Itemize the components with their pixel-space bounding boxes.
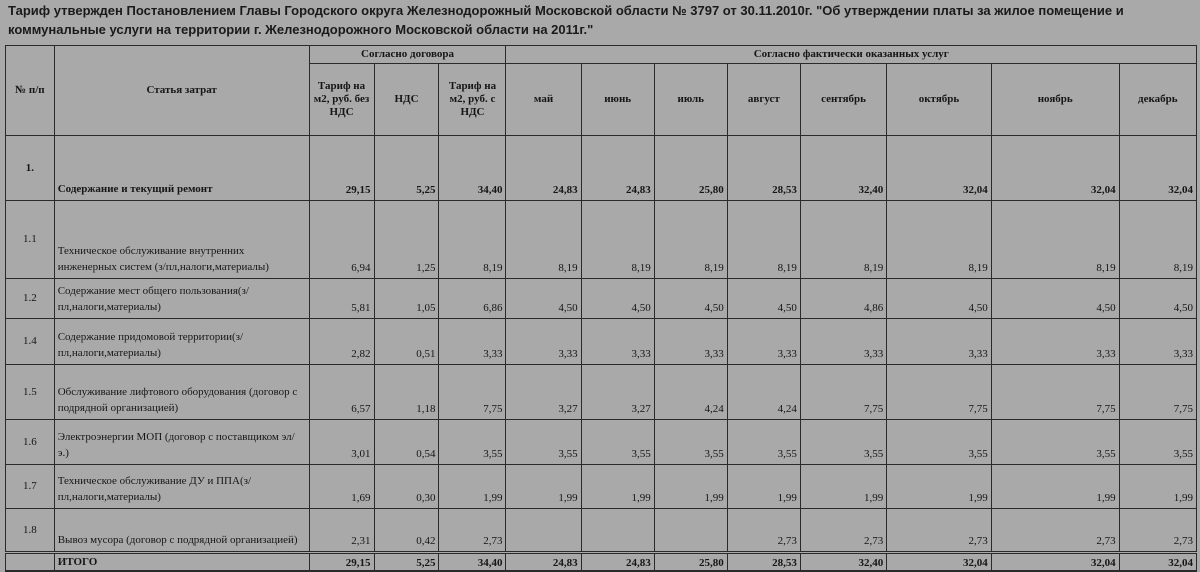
group-header-actual: Согласно фактически оказанных услуг [506, 46, 1197, 64]
row-number: 1.1 [6, 201, 55, 279]
cell-value: 24,83 [581, 136, 654, 201]
cell-value: 3,27 [506, 365, 581, 420]
cell-value: 3,33 [439, 319, 506, 365]
cell-value [654, 509, 727, 553]
cell-value: 0,42 [374, 509, 439, 553]
row-item: Содержание придомовой территории(з/пл,налоги,материалы) [54, 319, 309, 365]
cell-value: 8,19 [887, 201, 992, 279]
row-item: Техническое обслуживание внутренних инженерных систем (з/пл,налоги,материалы) [54, 201, 309, 279]
cell-value: 2,73 [439, 509, 506, 553]
total-value: 32,04 [1119, 553, 1196, 572]
total-value: 25,80 [654, 553, 727, 572]
row-number: 1.2 [6, 279, 55, 319]
table-row [6, 136, 1197, 201]
row-item: Техническое обслуживание ДУ и ППА(з/пл,налоги,материалы) [54, 465, 309, 509]
cell-value: 24,83 [506, 136, 581, 201]
cell-value: 0,54 [374, 420, 439, 465]
total-num-cell [6, 553, 55, 572]
cell-value: 3,55 [991, 420, 1119, 465]
cell-value: 4,86 [800, 279, 886, 319]
cell-value: 3,33 [727, 319, 800, 365]
cell-value: 2,73 [727, 509, 800, 553]
cell-value: 8,19 [800, 201, 886, 279]
cell-value: 3,01 [309, 420, 374, 465]
cell-value: 25,80 [654, 136, 727, 201]
cell-value: 0,51 [374, 319, 439, 365]
cell-value: 7,75 [991, 365, 1119, 420]
total-value: 29,15 [309, 553, 374, 572]
cell-value: 4,50 [581, 279, 654, 319]
total-value: 32,04 [887, 553, 992, 572]
table-row [6, 319, 1197, 365]
row-number: 1.7 [6, 465, 55, 509]
table-row [6, 279, 1197, 319]
cell-value: 3,55 [800, 420, 886, 465]
cell-value: 8,19 [654, 201, 727, 279]
cell-value: 8,19 [506, 201, 581, 279]
table-header-row [6, 46, 1197, 64]
cell-value: 4,50 [727, 279, 800, 319]
col-header-month: июнь [581, 64, 654, 136]
col-header-month: ноябрь [991, 64, 1119, 136]
cell-value: 2,31 [309, 509, 374, 553]
cell-value: 3,33 [506, 319, 581, 365]
row-item: Вывоз мусора (договор с подрядной организацией) [54, 509, 309, 553]
cell-value: 3,33 [887, 319, 992, 365]
cell-value: 2,73 [991, 509, 1119, 553]
cell-value: 32,40 [800, 136, 886, 201]
cell-value: 3,55 [887, 420, 992, 465]
row-number: 1.5 [6, 365, 55, 420]
cell-value: 8,19 [991, 201, 1119, 279]
cell-value: 8,19 [581, 201, 654, 279]
cell-value: 3,55 [727, 420, 800, 465]
cell-value [581, 509, 654, 553]
table-row [6, 420, 1197, 465]
cell-value: 3,55 [1119, 420, 1196, 465]
cell-value: 4,24 [727, 365, 800, 420]
cell-value: 7,75 [439, 365, 506, 420]
cell-value: 5,25 [374, 136, 439, 201]
col-header-month: октябрь [887, 64, 992, 136]
col-header-item: Статья затрат [54, 46, 309, 136]
table-row [6, 509, 1197, 553]
table-row [6, 201, 1197, 279]
col-header-month: июль [654, 64, 727, 136]
cell-value: 6,86 [439, 279, 506, 319]
cell-value: 1,69 [309, 465, 374, 509]
cell-value: 6,57 [309, 365, 374, 420]
col-header-month: август [727, 64, 800, 136]
cell-value: 3,33 [654, 319, 727, 365]
col-header-month: декабрь [1119, 64, 1196, 136]
table-row [6, 365, 1197, 420]
cell-value: 2,73 [800, 509, 886, 553]
cell-value: 1,99 [439, 465, 506, 509]
cell-value: 1,99 [727, 465, 800, 509]
row-item: Электроэнергии МОП (договор с поставщиком эл/э.) [54, 420, 309, 465]
row-item: Содержание мест общего пользования(з/пл,налоги,материалы) [54, 279, 309, 319]
cell-value: 4,50 [506, 279, 581, 319]
cell-value: 8,19 [727, 201, 800, 279]
cell-value: 3,55 [506, 420, 581, 465]
total-row [6, 553, 1197, 572]
group-header-contract: Согласно договора [309, 46, 506, 64]
row-number: 1.8 [6, 509, 55, 553]
cell-value: 6,94 [309, 201, 374, 279]
cell-value: 1,99 [581, 465, 654, 509]
table-body [6, 136, 1197, 572]
total-value: 34,40 [439, 553, 506, 572]
cell-value: 32,04 [1119, 136, 1196, 201]
cell-value: 1,99 [800, 465, 886, 509]
col-header-tariff-no-vat: Тариф на м2, руб. без НДС [309, 64, 374, 136]
cell-value: 1,99 [887, 465, 992, 509]
total-value: 32,40 [800, 553, 886, 572]
cell-value: 8,19 [439, 201, 506, 279]
cell-value: 4,50 [887, 279, 992, 319]
cell-value: 5,81 [309, 279, 374, 319]
table-row [6, 465, 1197, 509]
cell-value: 1,99 [991, 465, 1119, 509]
cell-value: 4,50 [1119, 279, 1196, 319]
cell-value [506, 509, 581, 553]
cell-value: 3,33 [991, 319, 1119, 365]
cell-value: 7,75 [800, 365, 886, 420]
col-header-num: № п/п [6, 46, 55, 136]
row-item: Обслуживание лифтового оборудования (договор с подрядной организацией) [54, 365, 309, 420]
cell-value: 34,40 [439, 136, 506, 201]
cell-value: 32,04 [887, 136, 992, 201]
cell-value: 3,27 [581, 365, 654, 420]
total-value: 24,83 [506, 553, 581, 572]
cell-value: 28,53 [727, 136, 800, 201]
col-header-tariff-with-vat: Тариф на м2, руб. с НДС [439, 64, 506, 136]
cell-value: 7,75 [1119, 365, 1196, 420]
row-item: Содержание и текущий ремонт [54, 136, 309, 201]
document-title: Тариф утвержден Постановлением Главы Городского округа Железнодорожный Московской области № 3797 от 30.11.2010г. "Об утверждении платы за жилое помещение и коммунальные услуги на территории г. Железнодорожного Московской области на 2011г." [8, 3, 1124, 37]
row-number: 1. [6, 136, 55, 201]
row-number: 1.6 [6, 420, 55, 465]
cell-value: 32,04 [991, 136, 1119, 201]
col-header-month: май [506, 64, 581, 136]
total-value: 28,53 [727, 553, 800, 572]
tariff-table [5, 45, 1197, 572]
cell-value: 1,25 [374, 201, 439, 279]
cell-value: 3,55 [654, 420, 727, 465]
cell-value: 7,75 [887, 365, 992, 420]
total-label: ИТОГО [54, 553, 309, 572]
col-header-vat: НДС [374, 64, 439, 136]
cell-value: 1,18 [374, 365, 439, 420]
total-value: 32,04 [991, 553, 1119, 572]
cell-value: 2,73 [887, 509, 992, 553]
cell-value: 4,24 [654, 365, 727, 420]
cell-value: 29,15 [309, 136, 374, 201]
cell-value: 2,73 [1119, 509, 1196, 553]
total-value: 24,83 [581, 553, 654, 572]
cell-value: 3,33 [800, 319, 886, 365]
row-number: 1.4 [6, 319, 55, 365]
cell-value: 0,30 [374, 465, 439, 509]
cell-value: 3,55 [439, 420, 506, 465]
cell-value: 1,99 [1119, 465, 1196, 509]
cell-value: 1,05 [374, 279, 439, 319]
cell-value: 1,99 [654, 465, 727, 509]
total-value: 5,25 [374, 553, 439, 572]
cell-value: 4,50 [991, 279, 1119, 319]
cell-value: 3,55 [581, 420, 654, 465]
cell-value: 4,50 [654, 279, 727, 319]
cell-value: 3,33 [1119, 319, 1196, 365]
cell-value: 8,19 [1119, 201, 1196, 279]
col-header-month: сентябрь [800, 64, 886, 136]
cell-value: 3,33 [581, 319, 654, 365]
cell-value: 1,99 [506, 465, 581, 509]
cell-value: 2,82 [309, 319, 374, 365]
